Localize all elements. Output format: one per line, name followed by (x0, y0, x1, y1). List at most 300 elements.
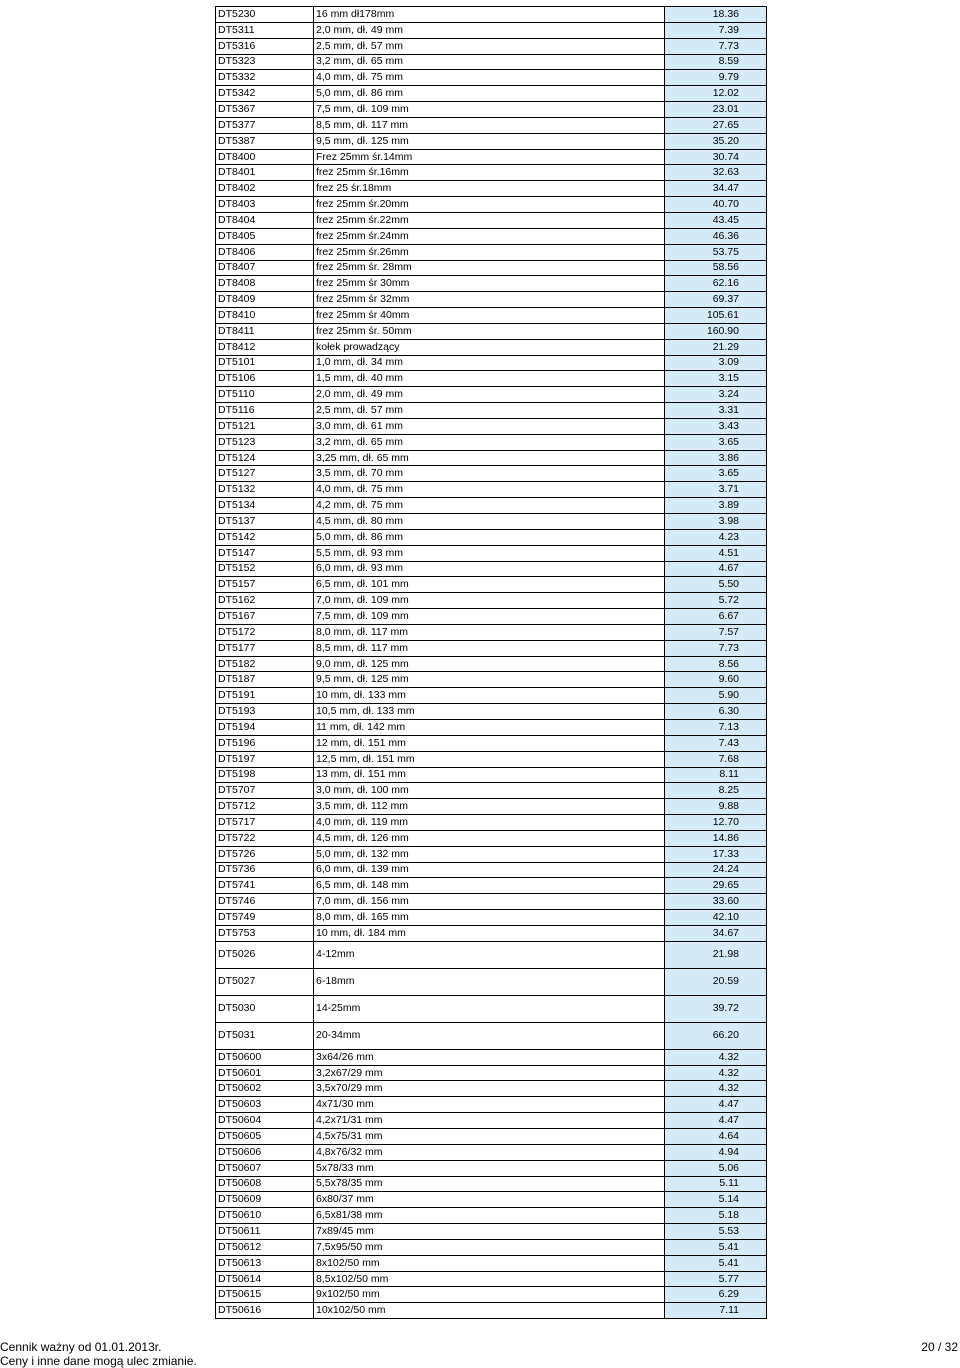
code-cell: DT5196 (216, 735, 314, 751)
description-cell: kołek prowadzący (314, 339, 665, 355)
code-cell: DT5124 (216, 450, 314, 466)
code-cell: DT5137 (216, 514, 314, 530)
description-cell: 5,0 mm, dł. 132 mm (314, 846, 665, 862)
price-cell: 27.65 (665, 117, 767, 133)
table-row (216, 609, 767, 625)
table-row (216, 498, 767, 514)
price-cell: 3.15 (665, 371, 767, 387)
table-row (216, 117, 767, 133)
description-cell: 6x80/37 mm (314, 1192, 665, 1208)
table-row (216, 1176, 767, 1192)
code-cell: DT5030 (216, 995, 314, 1022)
code-cell: DT50613 (216, 1255, 314, 1271)
code-cell: DT5387 (216, 133, 314, 149)
description-cell: 3,2x67/29 mm (314, 1065, 665, 1081)
price-cell: 7.39 (665, 22, 767, 38)
price-cell: 4.47 (665, 1097, 767, 1113)
description-cell: 3,0 mm, dł. 100 mm (314, 783, 665, 799)
code-cell: DT5332 (216, 70, 314, 86)
description-cell: 3x64/26 mm (314, 1049, 665, 1065)
table-row (216, 1287, 767, 1303)
table-row (216, 260, 767, 276)
table-row (216, 514, 767, 530)
price-cell: 34.67 (665, 925, 767, 941)
table-row (216, 482, 767, 498)
price-cell: 3.24 (665, 387, 767, 403)
code-cell: DT50607 (216, 1160, 314, 1176)
code-cell: DT8404 (216, 212, 314, 228)
table-row (216, 1081, 767, 1097)
price-cell: 32.63 (665, 165, 767, 181)
table-row (216, 371, 767, 387)
description-cell: 8,5 mm, dł. 117 mm (314, 117, 665, 133)
description-cell: 3,2 mm, dł. 65 mm (314, 54, 665, 70)
table-row (216, 799, 767, 815)
price-cell: 62.16 (665, 276, 767, 292)
code-cell: DT8406 (216, 244, 314, 260)
description-cell: 14-25mm (314, 995, 665, 1022)
table-row (216, 1129, 767, 1145)
price-cell: 8.11 (665, 767, 767, 783)
table-row (216, 276, 767, 292)
table-row (216, 640, 767, 656)
description-cell: 6,0 mm, dł. 93 mm (314, 561, 665, 577)
code-cell: DT5198 (216, 767, 314, 783)
code-cell: DT5187 (216, 672, 314, 688)
table-row (216, 846, 767, 862)
price-cell: 5.11 (665, 1176, 767, 1192)
table-row (216, 1144, 767, 1160)
price-cell: 3.65 (665, 434, 767, 450)
description-cell: 6,0 mm, dł. 139 mm (314, 862, 665, 878)
description-cell: 4,5x75/31 mm (314, 1129, 665, 1145)
description-cell: frez 25mm śr 40mm (314, 308, 665, 324)
description-cell: 9,5 mm, dł. 125 mm (314, 133, 665, 149)
description-cell: frez 25 śr.18mm (314, 181, 665, 197)
code-cell: DT5132 (216, 482, 314, 498)
table-row (216, 7, 767, 23)
description-cell: 13 mm, dł. 151 mm (314, 767, 665, 783)
table-row (216, 54, 767, 70)
price-cell: 21.29 (665, 339, 767, 355)
code-cell: DT5147 (216, 545, 314, 561)
price-cell: 69.37 (665, 292, 767, 308)
description-cell: frez 25mm śr.26mm (314, 244, 665, 260)
price-cell: 6.30 (665, 704, 767, 720)
code-cell: DT5191 (216, 688, 314, 704)
code-cell: DT5230 (216, 7, 314, 23)
table-row (216, 1113, 767, 1129)
table-row (216, 38, 767, 54)
price-cell: 9.88 (665, 799, 767, 815)
table-row (216, 767, 767, 783)
price-cell: 105.61 (665, 308, 767, 324)
description-cell: 7,5 mm, dł. 109 mm (314, 102, 665, 118)
table-row (216, 403, 767, 419)
description-cell: 10,5 mm, dł. 133 mm (314, 704, 665, 720)
price-cell: 4.23 (665, 529, 767, 545)
description-cell: 4,2 mm, dł. 75 mm (314, 498, 665, 514)
price-cell: 53.75 (665, 244, 767, 260)
price-cell: 14.86 (665, 830, 767, 846)
code-cell: DT5162 (216, 593, 314, 609)
price-cell: 9.60 (665, 672, 767, 688)
code-cell: DT5167 (216, 609, 314, 625)
description-cell: 3,2 mm, dł. 65 mm (314, 434, 665, 450)
price-cell: 39.72 (665, 995, 767, 1022)
description-cell: 16 mm dł178mm (314, 7, 665, 23)
table-row (216, 450, 767, 466)
table-row (216, 783, 767, 799)
description-cell: 2,0 mm, dł. 49 mm (314, 22, 665, 38)
code-cell: DT50609 (216, 1192, 314, 1208)
description-cell: 3,5 mm, dł. 70 mm (314, 466, 665, 482)
price-cell: 6.29 (665, 1287, 767, 1303)
description-cell: 4,0 mm, dł. 75 mm (314, 482, 665, 498)
code-cell: DT50610 (216, 1208, 314, 1224)
table-row (216, 995, 767, 1022)
table-row (216, 1160, 767, 1176)
price-cell: 8.25 (665, 783, 767, 799)
description-cell: 2,0 mm, dł. 49 mm (314, 387, 665, 403)
table-row (216, 941, 767, 968)
description-cell: 12 mm, dł. 151 mm (314, 735, 665, 751)
table-row (216, 466, 767, 482)
table-row (216, 815, 767, 831)
description-cell: 9x102/50 mm (314, 1287, 665, 1303)
price-cell: 24.24 (665, 862, 767, 878)
description-cell: frez 25mm śr.22mm (314, 212, 665, 228)
description-cell: frez 25mm śr. 50mm (314, 323, 665, 339)
table-row (216, 624, 767, 640)
table-row (216, 1022, 767, 1049)
description-cell: 10 mm, dł. 133 mm (314, 688, 665, 704)
price-cell: 7.57 (665, 624, 767, 640)
code-cell: DT8412 (216, 339, 314, 355)
description-cell: 10x102/50 mm (314, 1303, 665, 1319)
table-row (216, 719, 767, 735)
description-cell: 4,2x71/31 mm (314, 1113, 665, 1129)
price-cell: 3.65 (665, 466, 767, 482)
code-cell: DT8408 (216, 276, 314, 292)
code-cell: DT50614 (216, 1271, 314, 1287)
description-cell: frez 25mm śr.24mm (314, 228, 665, 244)
description-cell: 6,5 mm, dł. 101 mm (314, 577, 665, 593)
description-cell: 4,5 mm, dł. 80 mm (314, 514, 665, 530)
price-cell: 9.79 (665, 70, 767, 86)
price-cell: 7.11 (665, 1303, 767, 1319)
description-cell: 4,0 mm, dł. 119 mm (314, 815, 665, 831)
table-row (216, 133, 767, 149)
code-cell: DT5134 (216, 498, 314, 514)
code-cell: DT5101 (216, 355, 314, 371)
description-cell: 3,5 mm, dł. 112 mm (314, 799, 665, 815)
code-cell: DT5193 (216, 704, 314, 720)
table-row (216, 339, 767, 355)
price-cell: 5.50 (665, 577, 767, 593)
description-cell: 10 mm, dł. 184 mm (314, 925, 665, 941)
code-cell: DT50611 (216, 1224, 314, 1240)
description-cell: 3,5x70/29 mm (314, 1081, 665, 1097)
table-row (216, 529, 767, 545)
price-cell: 5.53 (665, 1224, 767, 1240)
code-cell: DT8403 (216, 197, 314, 213)
code-cell: DT5342 (216, 86, 314, 102)
code-cell: DT5717 (216, 815, 314, 831)
description-cell: 8,0 mm, dł. 165 mm (314, 910, 665, 926)
code-cell: DT5741 (216, 878, 314, 894)
table-row (216, 1255, 767, 1271)
code-cell: DT50608 (216, 1176, 314, 1192)
code-cell: DT50615 (216, 1287, 314, 1303)
description-cell: 5,5x78/35 mm (314, 1176, 665, 1192)
description-cell: frez 25mm śr. 28mm (314, 260, 665, 276)
description-cell: 9,0 mm, dł. 125 mm (314, 656, 665, 672)
description-cell: 7,0 mm, dł. 156 mm (314, 894, 665, 910)
price-cell: 3.86 (665, 450, 767, 466)
price-cell: 5.77 (665, 1271, 767, 1287)
description-cell: 8,5 mm, dł. 117 mm (314, 640, 665, 656)
table-row (216, 181, 767, 197)
code-cell: DT5722 (216, 830, 314, 846)
description-cell: 4,0 mm, dł. 75 mm (314, 70, 665, 86)
table-row (216, 704, 767, 720)
price-cell: 46.36 (665, 228, 767, 244)
description-cell: 7,0 mm, dł. 109 mm (314, 593, 665, 609)
code-cell: DT5026 (216, 941, 314, 968)
price-cell: 5.41 (665, 1255, 767, 1271)
code-cell: DT8407 (216, 260, 314, 276)
price-cell: 18.36 (665, 7, 767, 23)
price-cell: 4.32 (665, 1081, 767, 1097)
table-row (216, 925, 767, 941)
price-cell: 5.41 (665, 1239, 767, 1255)
code-cell: DT5177 (216, 640, 314, 656)
price-cell: 4.67 (665, 561, 767, 577)
code-cell: DT5106 (216, 371, 314, 387)
table-row (216, 672, 767, 688)
table-row (216, 1065, 767, 1081)
price-cell: 23.01 (665, 102, 767, 118)
table-row (216, 244, 767, 260)
description-cell: 11 mm, dł. 142 mm (314, 719, 665, 735)
description-cell: frez 25mm śr 32mm (314, 292, 665, 308)
table-row (216, 830, 767, 846)
description-cell: 8,0 mm, dł. 117 mm (314, 624, 665, 640)
code-cell: DT5152 (216, 561, 314, 577)
description-cell: 6,5x81/38 mm (314, 1208, 665, 1224)
table-row (216, 102, 767, 118)
code-cell: DT5194 (216, 719, 314, 735)
code-cell: DT5749 (216, 910, 314, 926)
price-validity-note: Cennik ważny od 01.01.2013r. (0, 1340, 162, 1354)
code-cell: DT5377 (216, 117, 314, 133)
price-cell: 3.71 (665, 482, 767, 498)
code-cell: DT5127 (216, 466, 314, 482)
price-cell: 40.70 (665, 197, 767, 213)
code-cell: DT8410 (216, 308, 314, 324)
table-row (216, 149, 767, 165)
price-cell: 30.74 (665, 149, 767, 165)
code-cell: DT8402 (216, 181, 314, 197)
table-row (216, 418, 767, 434)
description-cell: 1,0 mm, dł. 34 mm (314, 355, 665, 371)
table-row (216, 1049, 767, 1065)
table-row (216, 387, 767, 403)
price-cell: 160.90 (665, 323, 767, 339)
description-cell: 1,5 mm, dł. 40 mm (314, 371, 665, 387)
table-row (216, 212, 767, 228)
code-cell: DT50602 (216, 1081, 314, 1097)
description-cell: 8,5x102/50 mm (314, 1271, 665, 1287)
code-cell: DT5116 (216, 403, 314, 419)
description-cell: 7x89/45 mm (314, 1224, 665, 1240)
description-cell: 5,0 mm, dł. 86 mm (314, 529, 665, 545)
code-cell: DT5311 (216, 22, 314, 38)
table-row (216, 308, 767, 324)
price-cell: 29.65 (665, 878, 767, 894)
description-cell: 4-12mm (314, 941, 665, 968)
price-cell: 17.33 (665, 846, 767, 862)
table-row (216, 751, 767, 767)
table-row (216, 86, 767, 102)
price-cell: 34.47 (665, 181, 767, 197)
code-cell: DT5367 (216, 102, 314, 118)
price-cell: 3.89 (665, 498, 767, 514)
table-row (216, 323, 767, 339)
price-cell: 5.06 (665, 1160, 767, 1176)
table-row (216, 1224, 767, 1240)
table-row (216, 910, 767, 926)
price-cell: 5.14 (665, 1192, 767, 1208)
table-row (216, 1097, 767, 1113)
price-cell: 42.10 (665, 910, 767, 926)
code-cell: DT5316 (216, 38, 314, 54)
description-cell: 9,5 mm, dł. 125 mm (314, 672, 665, 688)
code-cell: DT5736 (216, 862, 314, 878)
description-cell: 3,25 mm, dł. 65 mm (314, 450, 665, 466)
code-cell: DT5712 (216, 799, 314, 815)
price-cell: 3.98 (665, 514, 767, 530)
code-cell: DT5110 (216, 387, 314, 403)
price-cell: 8.56 (665, 656, 767, 672)
description-cell: 2,5 mm, dł. 57 mm (314, 38, 665, 54)
table-row (216, 593, 767, 609)
code-cell: DT5121 (216, 418, 314, 434)
code-cell: DT50603 (216, 1097, 314, 1113)
price-cell: 12.70 (665, 815, 767, 831)
price-cell: 43.45 (665, 212, 767, 228)
description-cell: frez 25mm śr 30mm (314, 276, 665, 292)
table-row (216, 735, 767, 751)
price-cell: 5.90 (665, 688, 767, 704)
table-row (216, 434, 767, 450)
code-cell: DT5157 (216, 577, 314, 593)
code-cell: DT8405 (216, 228, 314, 244)
code-cell: DT5027 (216, 968, 314, 995)
table-row (216, 561, 767, 577)
table-row (216, 1239, 767, 1255)
code-cell: DT5323 (216, 54, 314, 70)
description-cell: 6-18mm (314, 968, 665, 995)
price-cell: 5.18 (665, 1208, 767, 1224)
table-row (216, 1303, 767, 1319)
price-cell: 35.20 (665, 133, 767, 149)
description-cell: 5,0 mm, dł. 86 mm (314, 86, 665, 102)
price-cell: 33.60 (665, 894, 767, 910)
price-cell: 4.94 (665, 1144, 767, 1160)
price-cell: 3.31 (665, 403, 767, 419)
page-number: 20 / 32 (921, 1340, 958, 1354)
code-cell: DT50600 (216, 1049, 314, 1065)
table-row (216, 1192, 767, 1208)
description-cell: 20-34mm (314, 1022, 665, 1049)
price-table (215, 6, 767, 1319)
code-cell: DT50601 (216, 1065, 314, 1081)
description-cell: Frez 25mm śr.14mm (314, 149, 665, 165)
code-cell: DT5172 (216, 624, 314, 640)
price-cell: 7.73 (665, 640, 767, 656)
price-change-notice: Ceny i inne dane mogą ulec zmianie. (0, 1354, 197, 1368)
code-cell: DT5182 (216, 656, 314, 672)
table-row (216, 292, 767, 308)
code-cell: DT5726 (216, 846, 314, 862)
description-cell: 4,8x76/32 mm (314, 1144, 665, 1160)
description-cell: frez 25mm śr.16mm (314, 165, 665, 181)
table-row (216, 545, 767, 561)
price-cell: 21.98 (665, 941, 767, 968)
code-cell: DT50612 (216, 1239, 314, 1255)
description-cell: 4,5 mm, dł. 126 mm (314, 830, 665, 846)
description-cell: 7,5 mm, dł. 109 mm (314, 609, 665, 625)
description-cell: 4x71/30 mm (314, 1097, 665, 1113)
price-cell: 7.43 (665, 735, 767, 751)
price-cell: 7.13 (665, 719, 767, 735)
description-cell: 7,5x95/50 mm (314, 1239, 665, 1255)
table-row (216, 70, 767, 86)
price-cell: 4.51 (665, 545, 767, 561)
code-cell: DT5707 (216, 783, 314, 799)
code-cell: DT8401 (216, 165, 314, 181)
table-row (216, 656, 767, 672)
price-cell: 4.32 (665, 1065, 767, 1081)
price-cell: 4.64 (665, 1129, 767, 1145)
table-row (216, 355, 767, 371)
price-cell: 7.73 (665, 38, 767, 54)
price-cell: 5.72 (665, 593, 767, 609)
description-cell: 5x78/33 mm (314, 1160, 665, 1176)
code-cell: DT5753 (216, 925, 314, 941)
price-cell: 20.59 (665, 968, 767, 995)
table-row (216, 22, 767, 38)
code-cell: DT50606 (216, 1144, 314, 1160)
table-row (216, 878, 767, 894)
table-row (216, 862, 767, 878)
price-cell: 58.56 (665, 260, 767, 276)
table-row (216, 228, 767, 244)
table-row (216, 894, 767, 910)
table-row (216, 577, 767, 593)
code-cell: DT8400 (216, 149, 314, 165)
price-cell: 6.67 (665, 609, 767, 625)
description-cell: frez 25mm śr.20mm (314, 197, 665, 213)
table-row (216, 165, 767, 181)
table-row (216, 197, 767, 213)
description-cell: 12,5 mm, dł. 151 mm (314, 751, 665, 767)
code-cell: DT50605 (216, 1129, 314, 1145)
code-cell: DT50616 (216, 1303, 314, 1319)
code-cell: DT8411 (216, 323, 314, 339)
